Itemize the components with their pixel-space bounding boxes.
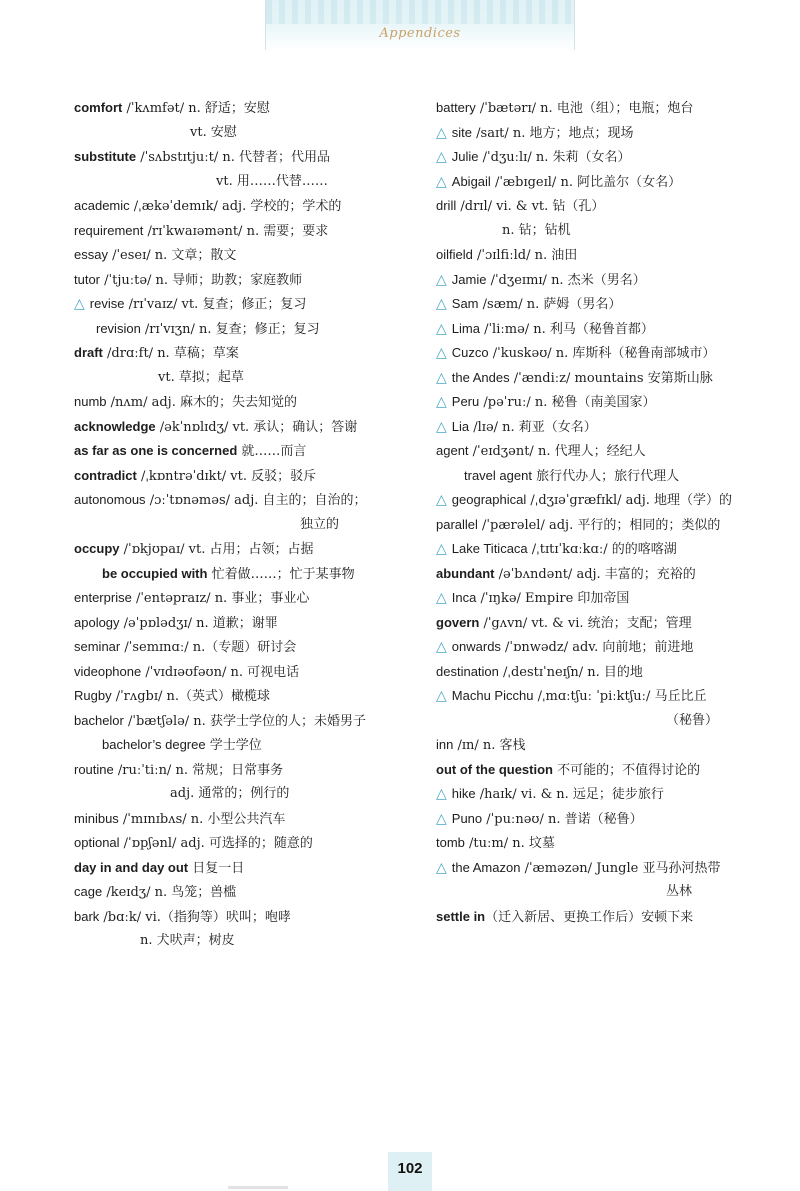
entry-definition: vt. 草拟；起草	[158, 369, 244, 385]
entry-word: academic	[74, 198, 130, 213]
vocab-entry	[74, 807, 414, 832]
entry-definition: /rɪˈkwaɪəmənt/ n. 需要；要求	[143, 223, 329, 239]
entry-definition: /keɪdʒ/ n. 鸟笼；兽槛	[102, 885, 237, 900]
entry-definition: /ˌmɑːtʃuː ˈpiːktʃuː/ 马丘比丘	[533, 689, 707, 704]
vocab-entry	[436, 145, 776, 170]
vocab-entry	[74, 243, 414, 268]
entry-definition: /ˌdʒɪəˈgræfɪkl/ adj. 地理（学）的	[526, 493, 733, 508]
vocab-entry	[436, 243, 776, 268]
vocab-entry	[436, 513, 776, 538]
triangle-icon: △	[74, 296, 85, 312]
entry-definition: /ˈbætʃələ/ n. 获学士学位的人；未婚男子	[123, 713, 366, 729]
entry-definition: /ˈrʌgbɪ/ n.（英式）橄榄球	[111, 689, 271, 704]
vocab-entry	[436, 537, 776, 562]
vocab-entry	[74, 170, 414, 195]
vocab-entry	[74, 562, 414, 587]
entry-word: as far as one is concerned	[74, 443, 238, 458]
entry-definition: /ˈɒpʃənl/ adj. 可选择的；随意的	[119, 836, 313, 851]
triangle-icon: △	[436, 810, 447, 827]
entry-word: contradict	[74, 467, 137, 483]
triangle-icon: △	[436, 271, 447, 288]
vocab-entry	[74, 219, 414, 244]
entry-word: autonomous	[74, 492, 146, 507]
entry-word: occupy	[74, 541, 120, 556]
entry-word: Peru	[451, 394, 480, 409]
entry-word: requirement	[74, 222, 144, 238]
vocab-entry	[74, 635, 414, 660]
vocab-entry	[74, 464, 414, 489]
entry-word: Julie	[451, 149, 479, 164]
triangle-icon: △	[436, 124, 447, 141]
entry-word: Sam	[451, 296, 479, 311]
entry-word: revise	[89, 296, 125, 311]
vocab-entry	[436, 831, 776, 856]
entry-word: oilfield	[436, 247, 473, 262]
entry-word: day in and day out	[74, 859, 189, 875]
entry-definition: /ˈæbɪgeɪl/ n. 阿比盖尔（女名）	[490, 174, 682, 190]
entry-definition: /saɪt/ n. 地方；地点；现场	[472, 125, 634, 141]
entry-word: acknowledge	[74, 418, 156, 434]
vocab-entry	[436, 219, 776, 244]
vocab-entry	[436, 317, 776, 342]
entry-word: battery	[436, 100, 476, 115]
entry-definition: /ˈændiːz/ mountains 安第斯山脉	[509, 370, 713, 386]
entry-definition: /ɔːˈtɒnəməs/ adj. 自主的；自治的；	[145, 493, 367, 508]
vocab-entry	[436, 660, 776, 685]
entry-definition: /ˈmɪnɪbʌs/ n. 小型公共汽车	[118, 811, 286, 827]
vocab-entry	[436, 341, 776, 366]
entry-word: out of the question	[436, 761, 553, 777]
entry-definition: /tuːm/ n. 坟墓	[464, 836, 555, 851]
vocab-entry	[74, 660, 414, 685]
vocab-entry	[74, 709, 414, 734]
entry-word: essay	[74, 247, 108, 262]
entry-definition: /ˈpuːnəʊ/ n. 普诺（秘鲁）	[482, 811, 643, 827]
entry-definition: /ˈɒnwədz/ adv. 向前地；前进地	[500, 640, 694, 655]
entry-definition: vt. 安慰	[190, 124, 237, 140]
entry-word: hike	[451, 786, 476, 801]
entry-word: destination	[436, 663, 499, 679]
divider	[228, 1186, 288, 1189]
entry-word: enterprise	[74, 590, 132, 605]
entry-word: Inca	[451, 590, 477, 605]
vocab-entry	[436, 880, 776, 905]
entry-word: Jamie	[451, 271, 487, 287]
entry-definition: /ˈentəpraɪz/ n. 事业；事业心	[131, 591, 310, 606]
vocab-entry	[74, 684, 414, 709]
vocab-entry	[436, 562, 776, 587]
entry-definition: 忙着做……；忙于某事物	[207, 566, 355, 582]
vocab-entry	[74, 96, 414, 121]
vocab-entry	[436, 709, 776, 734]
entry-definition: /ruːˈtiːn/ n. 常规；日常事务	[113, 762, 284, 778]
entry-definition: 不可能的；不值得讨论的	[552, 762, 701, 778]
triangle-icon: △	[436, 688, 447, 704]
entry-word: Lima	[451, 320, 480, 336]
entry-definition: /bɑːk/ vi.（指狗等）吠叫；咆哮	[99, 909, 291, 925]
entry-word: minibus	[74, 810, 119, 826]
entry-definition: /rɪˈvaɪz/ vt. 复查；修正；复习	[124, 297, 307, 312]
entry-definition: 学士学位	[205, 738, 262, 753]
entry-word: Machu Picchu	[451, 688, 534, 703]
entry-definition: 独立的	[300, 516, 340, 532]
vocab-entry	[74, 292, 414, 317]
vocab-entry	[436, 758, 776, 783]
entry-word: tutor	[74, 271, 101, 287]
entry-definition: 就……而言	[237, 444, 307, 459]
entry-word: the Amazon	[451, 859, 521, 875]
entry-word: settle in	[436, 908, 486, 924]
vocab-entry	[436, 464, 776, 489]
entry-definition: /ˈdʒeɪmɪ/ n. 杰米（男名）	[486, 272, 646, 288]
triangle-icon: △	[436, 786, 447, 802]
entry-definition: /ˈɔɪlfiːld/ n. 油田	[472, 248, 578, 263]
vocab-entry	[436, 856, 776, 881]
vocab-entry	[436, 586, 776, 611]
entry-word: Abigail	[451, 173, 491, 189]
entry-definition: /ˈvɪdɪəʊfəʊn/ n. 可视电话	[141, 664, 300, 680]
entry-definition: /ˈɒkjʊpaɪ/ vt. 占用；占领；占据	[119, 542, 314, 557]
entry-definition: /drɪl/ vi. & vt. 钻（孔）	[456, 199, 605, 214]
vocab-entry	[436, 268, 776, 293]
vocab-entry	[74, 145, 414, 170]
entry-word: draft	[74, 345, 103, 360]
entry-word: cage	[74, 884, 103, 899]
triangle-icon: △	[436, 541, 447, 557]
entry-definition: 旅行代办人；旅行代理人	[531, 468, 680, 484]
entry-word: Puno	[451, 810, 483, 826]
vocab-entry	[436, 782, 776, 807]
entry-word: parallel	[436, 516, 478, 532]
vocab-entry	[74, 488, 414, 513]
triangle-icon: △	[436, 492, 447, 508]
vocab-entry	[74, 121, 414, 146]
triangle-icon: △	[436, 590, 447, 606]
triangle-icon: △	[436, 418, 447, 435]
vocab-entry	[436, 439, 776, 464]
entry-definition: /ˈɪŋkə/ Empire 印加帝国	[476, 591, 630, 606]
page-number-box	[388, 1152, 432, 1191]
vocab-entry	[436, 733, 776, 758]
triangle-icon: △	[436, 320, 447, 337]
entry-definition: /rɪˈvɪʒn/ n. 复查；修正；复习	[140, 321, 320, 337]
entry-word: apology	[74, 614, 120, 630]
triangle-icon: △	[436, 296, 447, 312]
vocab-entry	[436, 611, 776, 636]
entry-word: be occupied with	[102, 565, 208, 581]
entry-definition: /ˌkɒntrəˈdɪkt/ vt. 反驳；驳斥	[136, 468, 317, 484]
entry-definition: /haɪk/ vi. & n. 远足；徒步旅行	[475, 787, 664, 802]
entry-word: travel agent	[464, 467, 532, 483]
entry-word: drill	[436, 198, 457, 213]
entry-word: optional	[74, 835, 120, 850]
triangle-icon: △	[436, 394, 447, 410]
vocab-entry	[74, 782, 414, 807]
triangle-icon: △	[436, 369, 447, 386]
vocab-entry	[74, 415, 414, 440]
entry-definition: /ˈkʌmfət/ n. 舒适；安慰	[122, 101, 270, 116]
entry-definition: vt. 用……代替……	[216, 173, 328, 189]
entry-definition: /drɑːft/ n. 草稿；草案	[102, 346, 239, 361]
entry-definition: /sæm/ n. 萨姆（男名）	[478, 297, 622, 312]
entry-word: site	[451, 124, 473, 140]
entry-definition: /ˌdestɪˈneɪʃn/ n. 目的地	[498, 664, 643, 680]
entry-word: abundant	[436, 565, 495, 581]
entry-definition: n. 犬吠声；树皮	[140, 933, 235, 948]
entry-definition: n. 钻；钻机	[502, 222, 571, 238]
entry-word: revision	[96, 320, 141, 336]
vocab-entry	[74, 439, 414, 464]
triangle-icon: △	[436, 345, 447, 361]
entry-word: videophone	[74, 663, 142, 679]
entry-definition: /əˈpɒlədʒɪ/ n. 道歉；谢罪	[119, 615, 278, 631]
vocab-entry	[74, 513, 414, 538]
vocab-entry	[74, 366, 414, 391]
vocab-entry	[74, 341, 414, 366]
page-number: 102	[397, 1160, 423, 1177]
entry-definition: /ˈsemɪnɑː/ n.（专题）研讨会	[120, 640, 297, 655]
vocab-entry	[436, 366, 776, 391]
vocab-entry	[74, 831, 414, 856]
entry-word: substitute	[74, 149, 137, 164]
entry-word: geographical	[451, 492, 527, 507]
entry-word: Cuzco	[451, 345, 489, 360]
entry-word: bachelor	[74, 712, 124, 728]
vocab-entry	[74, 856, 414, 881]
vocab-entry	[436, 292, 776, 317]
entry-word: routine	[74, 761, 114, 777]
entry-definition: /ˌækəˈdemɪk/ adj. 学校的；学术的	[129, 199, 342, 214]
vocab-entry	[436, 905, 776, 930]
entry-definition: /ˈgʌvn/ vt. & vi. 统治；支配；管理	[479, 615, 692, 631]
vocab-entry	[74, 929, 414, 954]
entry-word: bachelor’s degree	[102, 737, 206, 752]
vocab-entry	[74, 758, 414, 783]
entry-definition: /ˈeɪdʒənt/ n. 代理人；经纪人	[468, 444, 646, 459]
entry-definition: /ˈeseɪ/ n. 文章；散文	[107, 248, 237, 263]
entry-definition: /ˈsʌbstɪtjuːt/ n. 代替者；代用品	[136, 150, 330, 165]
vocab-entry	[436, 635, 776, 660]
left-column	[74, 96, 414, 954]
vocab-entry	[436, 415, 776, 440]
entry-definition: /əˈbʌndənt/ adj. 丰富的；充裕的	[494, 566, 696, 582]
triangle-icon: △	[436, 639, 447, 655]
vocab-entry	[74, 880, 414, 905]
vocab-entry	[436, 170, 776, 195]
vocab-entry	[436, 121, 776, 146]
vocab-entry	[74, 611, 414, 636]
right-column	[436, 96, 776, 929]
vocab-entry	[74, 194, 414, 219]
vocab-entry	[436, 194, 776, 219]
entry-word: tomb	[436, 835, 465, 850]
entry-definition: /ˈpærəlel/ adj. 平行的；相同的；类似的	[477, 517, 721, 533]
entry-word: numb	[74, 394, 107, 409]
entry-definition: /nʌm/ adj. 麻木的；失去知觉的	[106, 395, 297, 410]
entry-definition: /ˈtjuːtə/ n. 导师；助教；家庭教师	[100, 272, 303, 288]
entry-definition: /ˌtɪtɪˈkɑːkɑː/ 的的喀喀湖	[527, 542, 677, 557]
vocab-entry	[74, 733, 414, 758]
entry-word: Rugby	[74, 688, 112, 703]
entry-word: agent	[436, 443, 469, 458]
entry-definition: 丛林	[666, 884, 693, 899]
vocab-entry	[74, 537, 414, 562]
entry-definition: /ˈkuskəʊ/ n. 库斯科（秘鲁南部城市）	[488, 346, 716, 361]
entry-word: comfort	[74, 100, 123, 115]
vocab-entry	[74, 390, 414, 415]
vocab-entry	[436, 488, 776, 513]
section-title: Appendices	[379, 26, 461, 41]
header-banner	[265, 0, 575, 50]
triangle-icon: △	[436, 173, 447, 190]
entry-word: Lia	[451, 418, 470, 434]
entry-definition: /ˈdʒuːlɪ/ n. 朱莉（女名）	[478, 150, 631, 165]
entry-definition: （迁入新居、更换工作后）安顿下来	[485, 909, 694, 925]
vocab-entry	[436, 807, 776, 832]
entry-definition: /ˈliːmə/ n. 利马（秘鲁首都）	[479, 321, 654, 337]
vocab-entry	[436, 684, 776, 709]
entry-word: inn	[436, 737, 454, 752]
entry-definition: 日复一日	[188, 860, 245, 876]
entry-word: govern	[436, 614, 480, 630]
entry-definition: /ɪn/ n. 客栈	[453, 738, 526, 753]
entry-word: onwards	[451, 639, 501, 654]
entry-definition: /pəˈruː/ n. 秘鲁（南美国家）	[479, 395, 656, 410]
entry-definition: adj. 通常的；例行的	[170, 786, 290, 801]
entry-definition: /əkˈnɒlɪdʒ/ vt. 承认；确认；答谢	[155, 419, 358, 435]
vocab-entry	[74, 586, 414, 611]
entry-definition: /ˈbætərɪ/ n. 电池（组）；电瓶；炮台	[475, 101, 694, 116]
entry-word: the Andes	[451, 369, 510, 385]
entry-definition: （秘鲁）	[666, 712, 719, 728]
triangle-icon: △	[436, 859, 447, 876]
vocab-entry	[74, 317, 414, 342]
entry-definition: /lɪə/ n. 莉亚（女名）	[469, 419, 597, 435]
vocab-entry	[74, 268, 414, 293]
header-decoration	[266, 0, 574, 24]
entry-word: bark	[74, 908, 100, 924]
entry-word: Lake Titicaca	[451, 541, 528, 556]
vocab-entry	[436, 390, 776, 415]
entry-definition: /ˈæməzən/ Jungle 亚马孙河热带	[520, 860, 721, 876]
vocab-entry	[436, 96, 776, 121]
entry-word: seminar	[74, 639, 121, 654]
vocab-entry	[74, 905, 414, 930]
triangle-icon: △	[436, 149, 447, 165]
